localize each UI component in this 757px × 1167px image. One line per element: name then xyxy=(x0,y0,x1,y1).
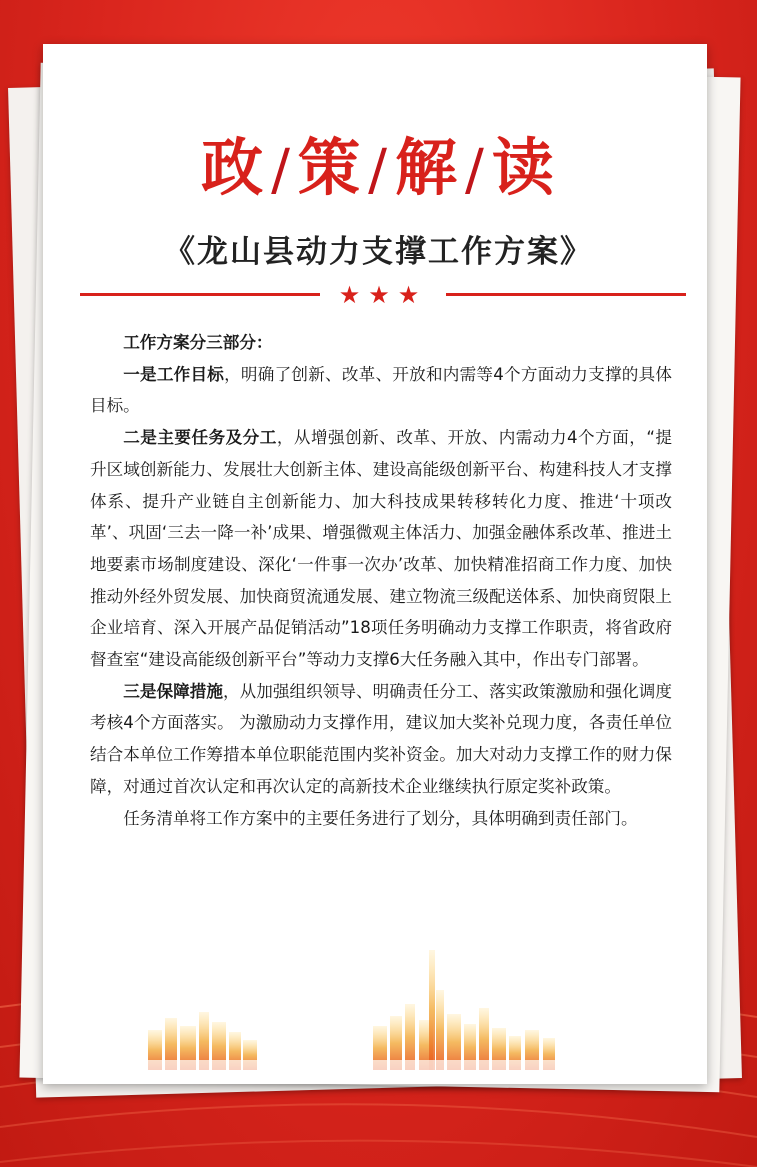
paragraph-main-tasks xyxy=(90,422,672,676)
intro-paragraph xyxy=(90,327,672,359)
paragraph-text: ，明确了创新、改革、开放和内需等4个方面动力支撑的具体目标。 xyxy=(90,364,672,416)
page-title xyxy=(0,118,757,207)
divider-line-right xyxy=(446,293,686,296)
paragraph-lead: 二是主要任务及分工 xyxy=(123,428,277,448)
paragraph-task-list xyxy=(90,803,672,835)
paragraph-lead: 三是保障措施 xyxy=(123,681,223,701)
paragraph-work-goals xyxy=(90,359,672,422)
title-char: 政 xyxy=(201,131,266,204)
paragraph-safeguards xyxy=(90,676,672,803)
document-subtitle: 《龙山县动力支撑工作方案》 xyxy=(164,234,593,270)
intro-text: 工作方案分三部分： xyxy=(123,333,273,352)
title-divider xyxy=(80,281,686,309)
title-slash: / xyxy=(271,138,293,203)
paragraph-text: ，从加强组织领导、明确责任分工、落实政策激励和强化调度考核4个方面落实。 为激励动力支撑作用，建议加大奖补兑现力度，各责任单位结合本单位工作筹措本单位职能范围内奖补资金。加大对动力支撑工作的财力保障，对通过首次认定和再次认定的高新技术企业继续执行原定奖补政策。 xyxy=(90,681,673,796)
title-char: 读 xyxy=(491,131,556,204)
paragraph-text: ，从增强创新、改革、开放、内需动力4个方面，“提升区域创新能力、发展壮大创新主体、建设高能级创新平台、构建科技人才支撑体系、提升产业链自主创新能力、加大科技成果转移转化力度、推进‘十项改革’、巩固‘三去一降一补’成果、增强微观主体活力、加强金融体系改革、推进土地要素市场制度建设、深化‘一件事一次办’改革、加快精准招商工作力度、加快推动外经外贸发展、加快商贸流通发展、建立物流三级配送体系、加快商贸限上企业培育、深入开展产品促销活动”18项任务明确动力支撑工作职责，将省政府督查室“建设高能级创新平台”等动力支撑6大任务融入其中，作出专门部署。 xyxy=(90,428,673,670)
title-slash: / xyxy=(368,138,389,203)
article-body xyxy=(90,327,672,834)
paragraph-lead: 一是工作目标 xyxy=(123,364,225,384)
star-icons: ★★★ xyxy=(338,281,428,309)
paragraph-text: 任务清单将工作方案中的主要任务进行了划分，具体明确到责任部门。 xyxy=(123,808,638,828)
title-char: 策 xyxy=(298,131,363,204)
city-skyline-illustration xyxy=(43,930,707,1080)
divider-line-left xyxy=(80,293,320,296)
title-slash: / xyxy=(464,138,486,203)
title-char: 解 xyxy=(394,131,459,204)
